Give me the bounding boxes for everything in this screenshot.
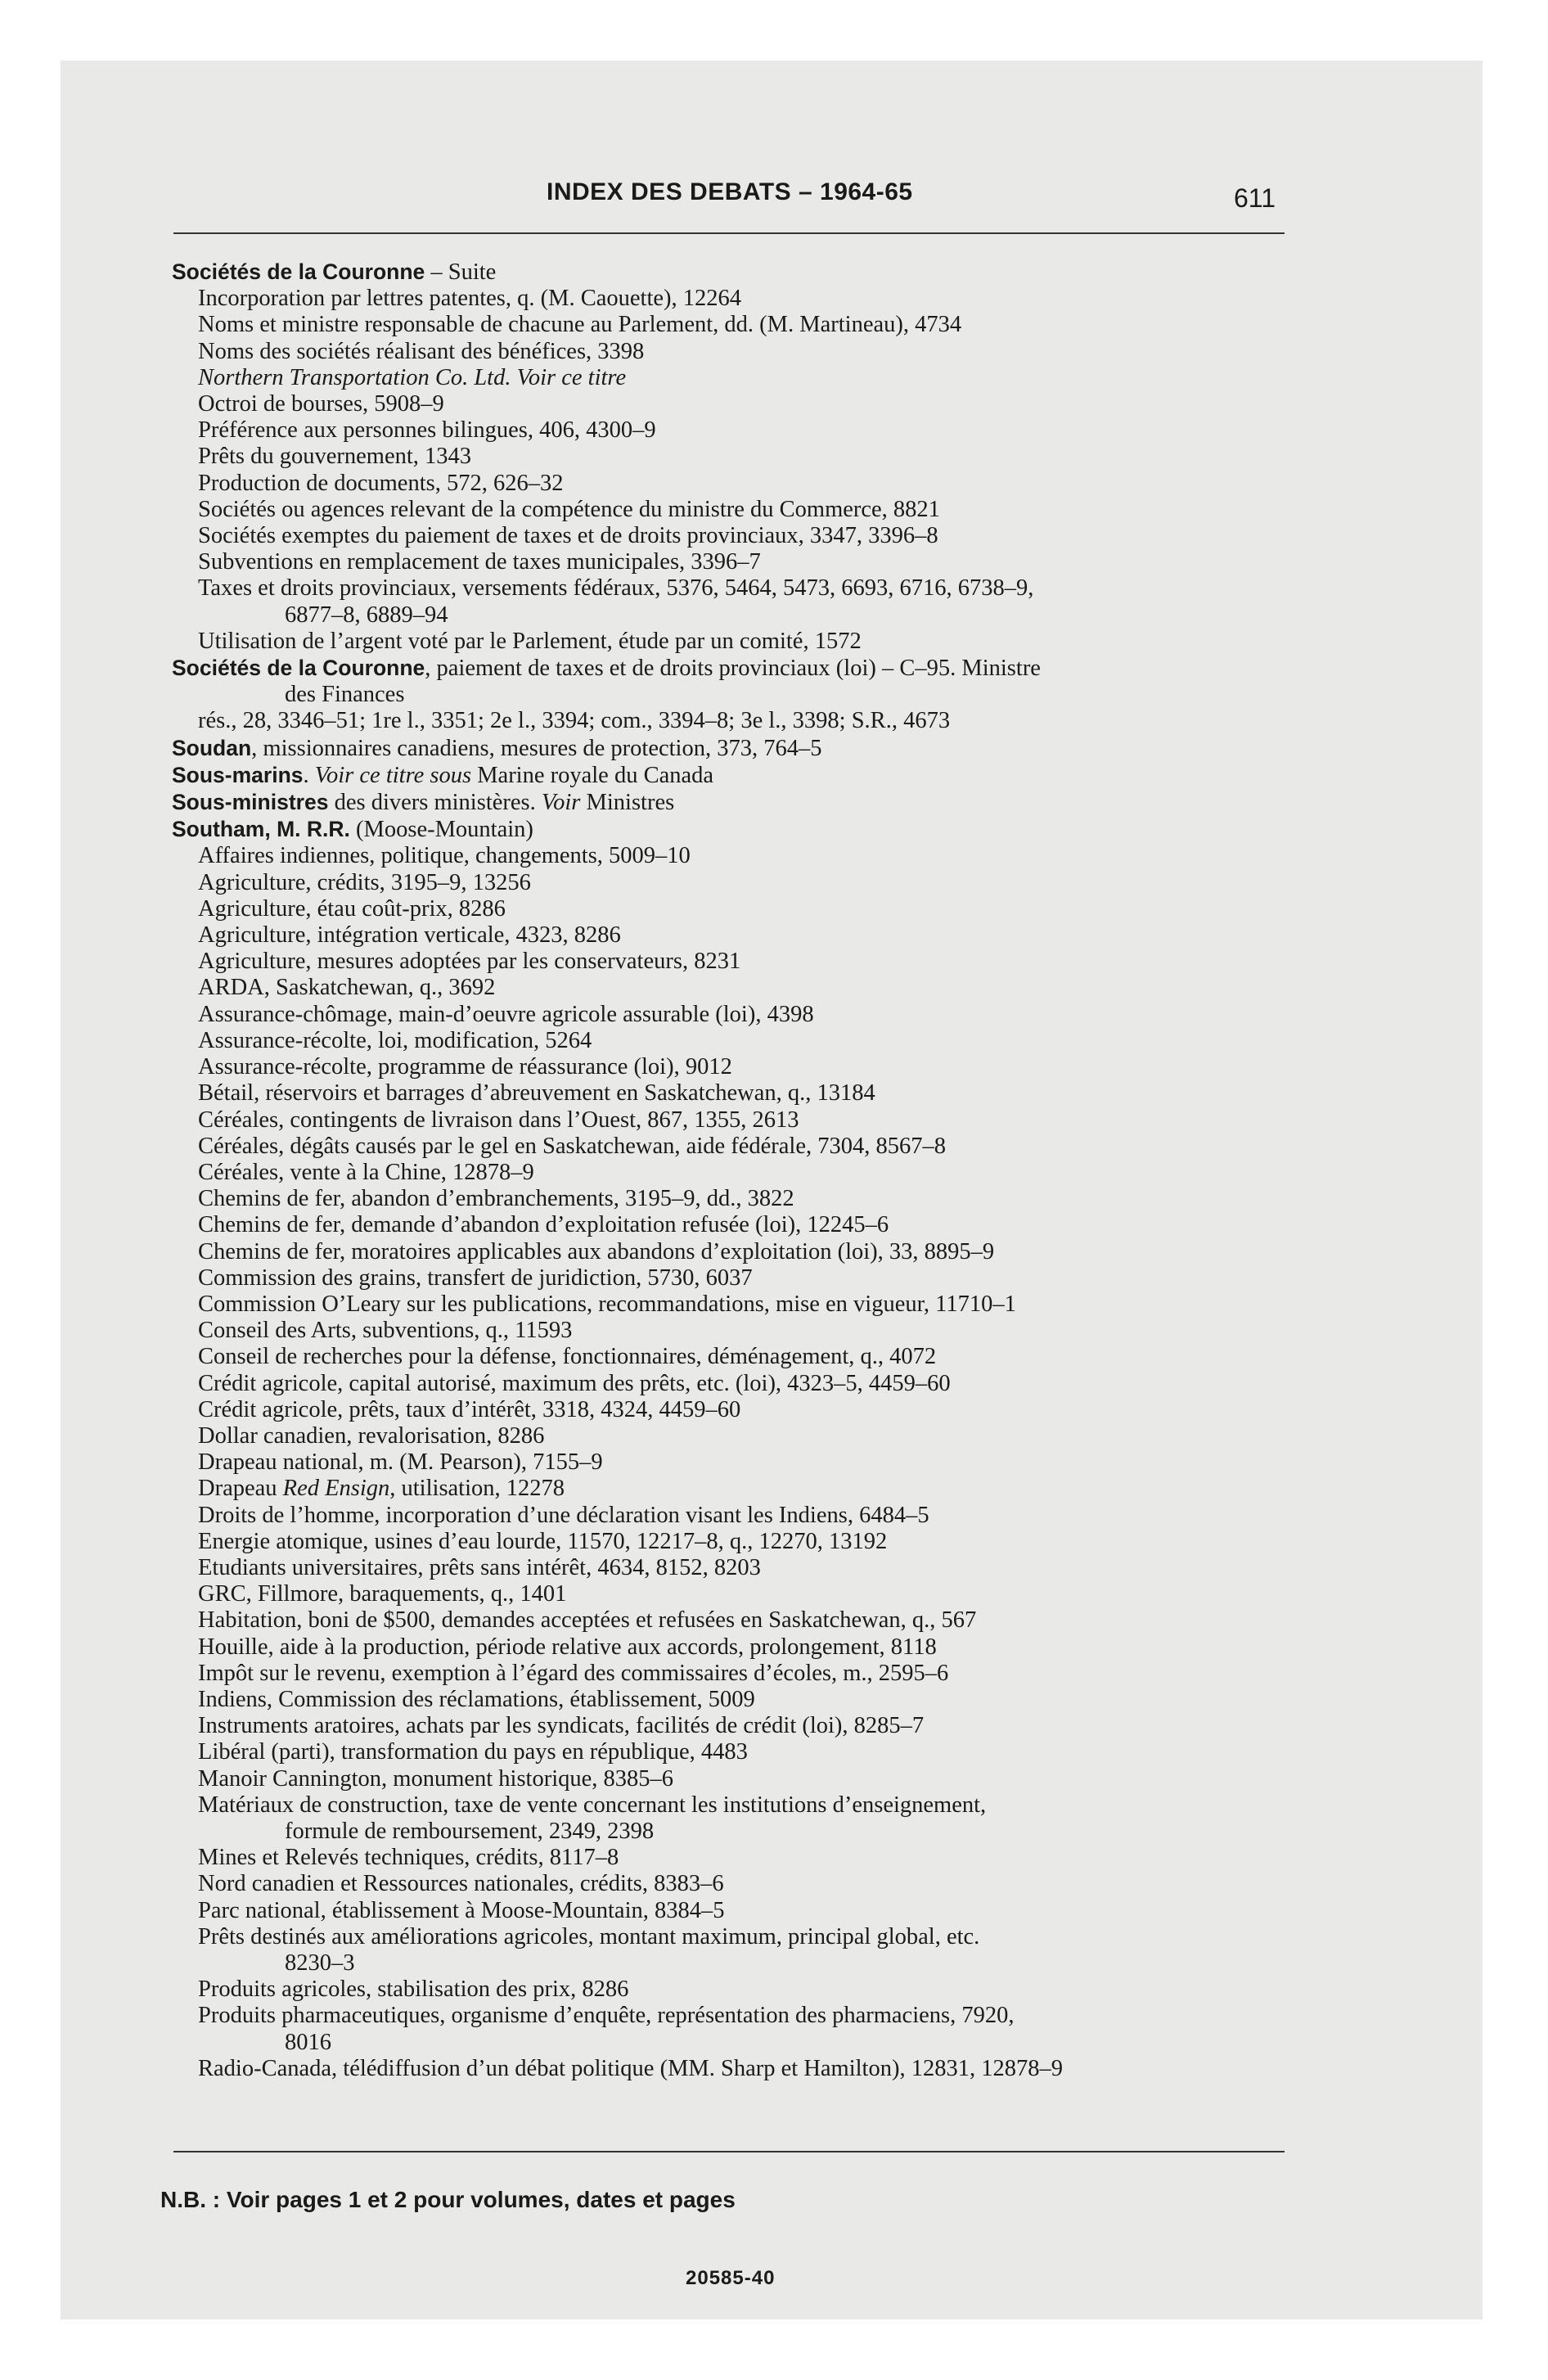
index-subentry: Radio-Canada, télédiffusion d’un débat politique (MM. Sharp et Hamilton), 12831, 12878–9 (198, 2055, 1063, 2081)
index-subentry: Octroi de bourses, 5908–9 (198, 391, 444, 417)
index-continuation: 6877–8, 6889–94 (285, 602, 448, 628)
index-subentry: Assurance-récolte, loi, modification, 5264 (198, 1027, 592, 1053)
page-header-title: INDEX DES DEBATS – 1964-65 (547, 178, 913, 205)
index-subentry: Etudiants universitaires, prêts sans intérêt, 4634, 8152, 8203 (198, 1554, 761, 1580)
index-subentry: Drapeau Red Ensign, utilisation, 12278 (198, 1476, 565, 1502)
index-subentry: Instruments aratoires, achats par les syndicats, facilités de crédit (loi), 8285–7 (198, 1713, 925, 1739)
index-heading: Sociétés de la Couronne – Suite (172, 259, 497, 285)
index-heading: Soudan, missionnaires canadiens, mesures de protection, 373, 764–5 (172, 735, 822, 761)
index-subentry: Produits pharmaceutiques, organisme d’enquête, représentation des pharmaciens, 7920, (198, 2003, 1015, 2029)
index-subentry: Chemins de fer, abandon d’embranchements, 3195–9, dd., 3822 (198, 1186, 794, 1212)
index-subentry: Energie atomique, usines d’eau lourde, 11570, 12217–8, q., 12270, 13192 (198, 1528, 888, 1554)
index-subentry: Crédit agricole, capital autorisé, maximum des prêts, etc. (loi), 4323–5, 4459–60 (198, 1370, 951, 1396)
index-entries (172, 259, 1293, 2082)
index-subentry: Bétail, réservoirs et barrages d’abreuvement en Saskatchewan, q., 13184 (198, 1080, 875, 1107)
index-subentry: Manoir Cannington, monument historique, 8385–6 (198, 1765, 674, 1792)
index-heading: Sous-marins. Voir ce titre sous Marine royale du Canada (172, 762, 714, 788)
index-subentry: Production de documents, 572, 626–32 (198, 470, 564, 496)
index-subentry: Houille, aide à la production, période relative aux accords, prolongement, 8118 (198, 1634, 937, 1660)
index-subentry: Conseil des Arts, subventions, q., 11593 (198, 1318, 573, 1344)
index-subentry: Céréales, contingents de livraison dans l’Ouest, 867, 1355, 2613 (198, 1107, 799, 1133)
index-subentry: Noms et ministre responsable de chacune au Parlement, dd. (M. Martineau), 4734 (198, 312, 962, 338)
index-subentry: Céréales, dégâts causés par le gel en Saskatchewan, aide fédérale, 7304, 8567–8 (198, 1133, 947, 1159)
index-subentry: Habitation, boni de $500, demandes acceptées et refusées en Saskatchewan, q., 567 (198, 1607, 977, 1634)
index-subentry: Céréales, vente à la Chine, 12878–9 (198, 1159, 534, 1185)
index-subentry: Droits de l’homme, incorporation d’une déclaration visant les Indiens, 6484–5 (198, 1502, 929, 1528)
index-subentry: Agriculture, mesures adoptées par les conservateurs, 8231 (198, 949, 741, 975)
index-subentry: Produits agricoles, stabilisation des prix, 8286 (198, 1977, 629, 2003)
index-subentry: Nord canadien et Ressources nationales, crédits, 8383–6 (198, 1871, 724, 1897)
index-subentry: Crédit agricole, prêts, taux d’intérêt, 3318, 4324, 4459–60 (198, 1396, 741, 1422)
index-subentry: Indiens, Commission des réclamations, établissement, 5009 (198, 1686, 755, 1712)
index-subentry: Prêts du gouvernement, 1343 (198, 444, 472, 470)
index-subentry: Drapeau national, m. (M. Pearson), 7155–9 (198, 1449, 603, 1476)
index-subentry: Sociétés ou agences relevant de la compétence du ministre du Commerce, 8821 (198, 496, 940, 522)
index-heading: Sociétés de la Couronne, paiement de taxes et de droits provinciaux (loi) – C–95. Ministre (172, 656, 1041, 682)
index-subentry: Impôt sur le revenu, exemption à l’égard des commissaires d’écoles, m., 2595–6 (198, 1660, 949, 1686)
index-subentry: GRC, Fillmore, baraquements, q., 1401 (198, 1581, 567, 1607)
index-subentry: Agriculture, crédits, 3195–9, 13256 (198, 869, 531, 895)
index-subentry: Matériaux de construction, taxe de vente concernant les institutions d’enseignement, (198, 1792, 987, 1818)
index-subentry: Dollar canadien, revalorisation, 8286 (198, 1422, 545, 1449)
index-subentry: Chemins de fer, demande d’abandon d’exploitation refusée (loi), 12245–6 (198, 1212, 889, 1238)
index-subentry: Mines et Relevés techniques, crédits, 8117–8 (198, 1845, 619, 1871)
index-subentry: Assurance-chômage, main-d’oeuvre agricole assurable (loi), 4398 (198, 1001, 814, 1027)
index-subentry: Chemins de fer, moratoires applicables aux abandons d’exploitation (loi), 33, 8895–9 (198, 1238, 995, 1264)
index-subentry: Taxes et droits provinciaux, versements fédéraux, 5376, 5464, 5473, 6693, 6716, 6738–9, (198, 575, 1034, 602)
index-subentry: Agriculture, étau coût-prix, 8286 (198, 895, 506, 922)
index-subentry: rés., 28, 3346–51; 1re l., 3351; 2e l., 3394; com., 3394–8; 3e l., 3398; S.R., 4673 (198, 708, 951, 734)
index-subentry: Commission des grains, transfert de juridiction, 5730, 6037 (198, 1264, 753, 1291)
index-heading: Southam, M. R.R. (Moose-Mountain) (172, 817, 533, 843)
print-code: 20585-40 (686, 2267, 776, 2289)
footer-rule (173, 2151, 1285, 2152)
index-heading: Sous-ministres des divers ministères. Voir Ministres (172, 790, 675, 816)
index-continuation: 8230–3 (285, 1950, 355, 1976)
index-subentry: Subventions en remplacement de taxes municipales, 3396–7 (198, 549, 761, 575)
index-continuation: formule de remboursement, 2349, 2398 (285, 1818, 655, 1844)
footer-note: N.B. : Voir pages 1 et 2 pour volumes, dates et pages (160, 2187, 736, 2212)
index-subentry: Assurance-récolte, programme de réassurance (loi), 9012 (198, 1054, 732, 1080)
index-continuation: 8016 (285, 2029, 331, 2055)
header-rule (173, 232, 1285, 234)
index-subentry: Affaires indiennes, politique, changements, 5009–10 (198, 843, 691, 869)
index-subentry: Sociétés exemptes du paiement de taxes et de droits provinciaux, 3347, 3396–8 (198, 523, 938, 549)
index-subentry: Northern Transportation Co. Ltd. Voir ce titre (198, 364, 627, 390)
index-subentry: ARDA, Saskatchewan, q., 3692 (198, 975, 496, 1001)
page-number: 611 (1234, 183, 1276, 213)
index-subentry: Agriculture, intégration verticale, 4323, 8286 (198, 922, 621, 949)
index-subentry: Conseil de recherches pour la défense, fonctionnaires, déménagement, q., 4072 (198, 1344, 937, 1370)
index-subentry: Parc national, établissement à Moose-Mountain, 8384–5 (198, 1897, 725, 1923)
index-subentry: Prêts destinés aux améliorations agricoles, montant maximum, principal global, etc. (198, 1923, 980, 1950)
index-subentry: Noms des sociétés réalisant des bénéfices, 3398 (198, 338, 645, 364)
index-subentry: Incorporation par lettres patentes, q. (M. Caouette), 12264 (198, 286, 742, 312)
index-subentry: Libéral (parti), transformation du pays en république, 4483 (198, 1739, 748, 1765)
index-subentry: Préférence aux personnes bilingues, 406, 4300–9 (198, 417, 656, 444)
index-subentry: Commission O’Leary sur les publications, recommandations, mise en vigueur, 11710–1 (198, 1291, 1016, 1317)
index-subentry: Utilisation de l’argent voté par le Parlement, étude par un comité, 1572 (198, 628, 862, 654)
index-continuation: des Finances (285, 682, 405, 708)
